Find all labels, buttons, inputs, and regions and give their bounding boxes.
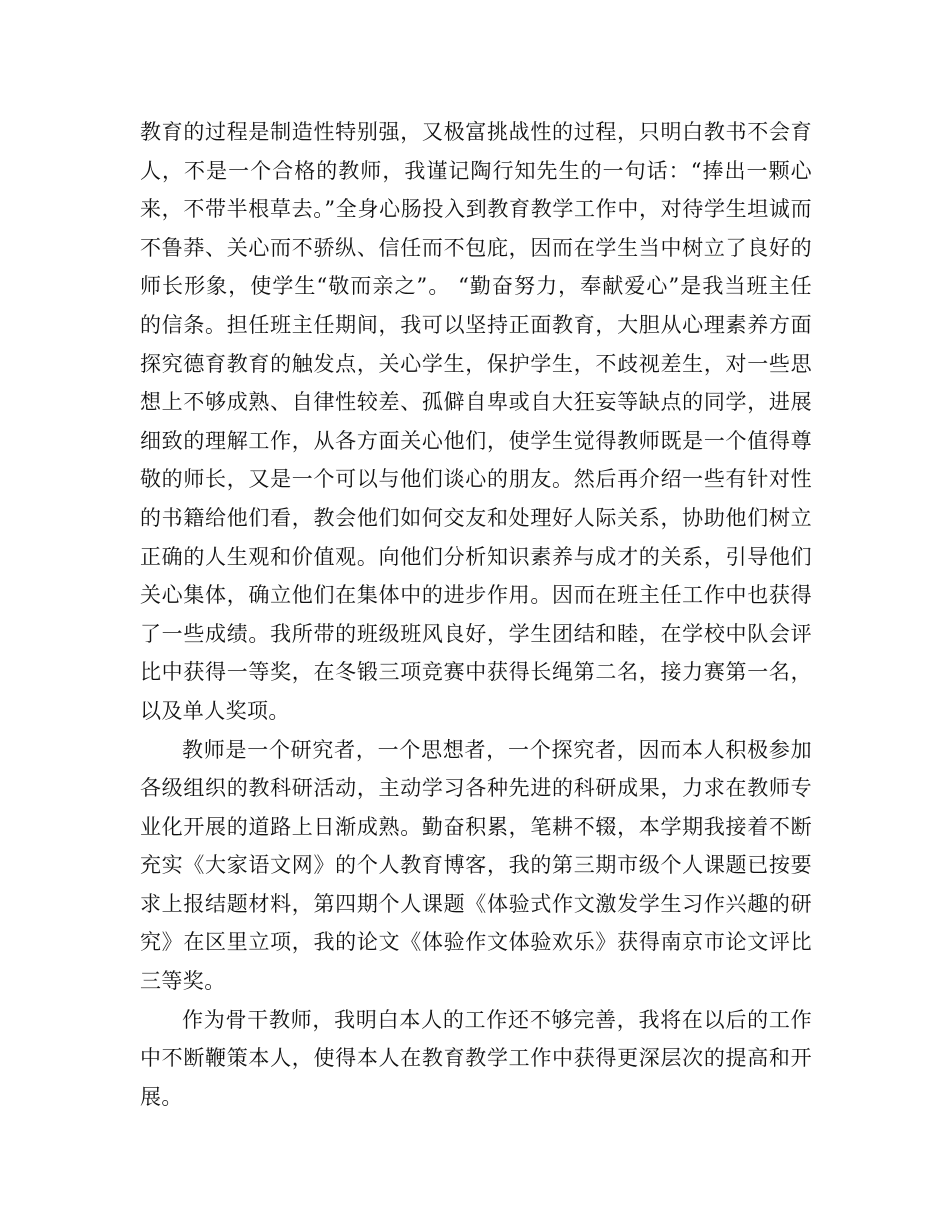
document-body: [140, 113, 812, 1116]
paragraph-1: 教育的过程是制造性特别强，又极富挑战性的过程，只明白教书不会育人，不是一个合格的教师，我谨记陶行知先生的一句话：“捧出一颗心来，不带半根草去。”全身心肠投入到教育教学工作中，对待学生坦诚而不鲁莽、关心而不骄纵、信任而不包庇，因而在学生当中树立了良好的师长形象，使学生“敬而亲之”。 “勤奋努力，奉献爱心”是我当班主任的信条。担任班主任期间，我可以坚持正面教育，大胆从心理素养方面探究德育教育的触发点，关心学生，保护学生，不歧视差生，对一些思想上不够成熟、自律性较差、孤僻自卑或自大狂妄等缺点的同学，进展细致的理解工作，从各方面关心他们，使学生觉得教师既是一个值得尊敬的师长，又是一个可以与他们谈心的朋友。然后再介绍一些有针对性的书籍给他们看，教会他们如何交友和处理好人际关系，协助他们树立正确的人生观和价值观。向他们分析知识素养与成才的关系，引导他们关心集体，确立他们在集体中的进步作用。因而在班主任工作中也获得了一些成绩。我所带的班级班风良好，学生团结和睦，在学校中队会评比中获得一等奖，在冬锻三项竞赛中获得长绳第二名，接力赛第一名，以及单人奖项。: [140, 120, 812, 723]
paragraph-2: 教师是一个研究者，一个思想者，一个探究者，因而本人积极参加各级组织的教科研活动，主动学习各种先进的科研成果，力求在教师专业化开展的道路上日渐成熟。勤奋积累，笔耕不辍，本学期我接着不断充实《大家语文网》的个人教育博客，我的第三期市级个人课题已按要求上报结题材料，第四期个人课题《体验式作文激发学生习作兴趣的研究》在区里立项，我的论文《体验作文体验欢乐》获得南京市论文评比三等奖。: [140, 737, 812, 994]
paragraph-3: 作为骨干教师，我明白本人的工作还不够完善，我将在以后的工作中不断鞭策本人，使得本人在教育教学工作中获得更深层次的提高和开展。: [140, 1007, 812, 1109]
